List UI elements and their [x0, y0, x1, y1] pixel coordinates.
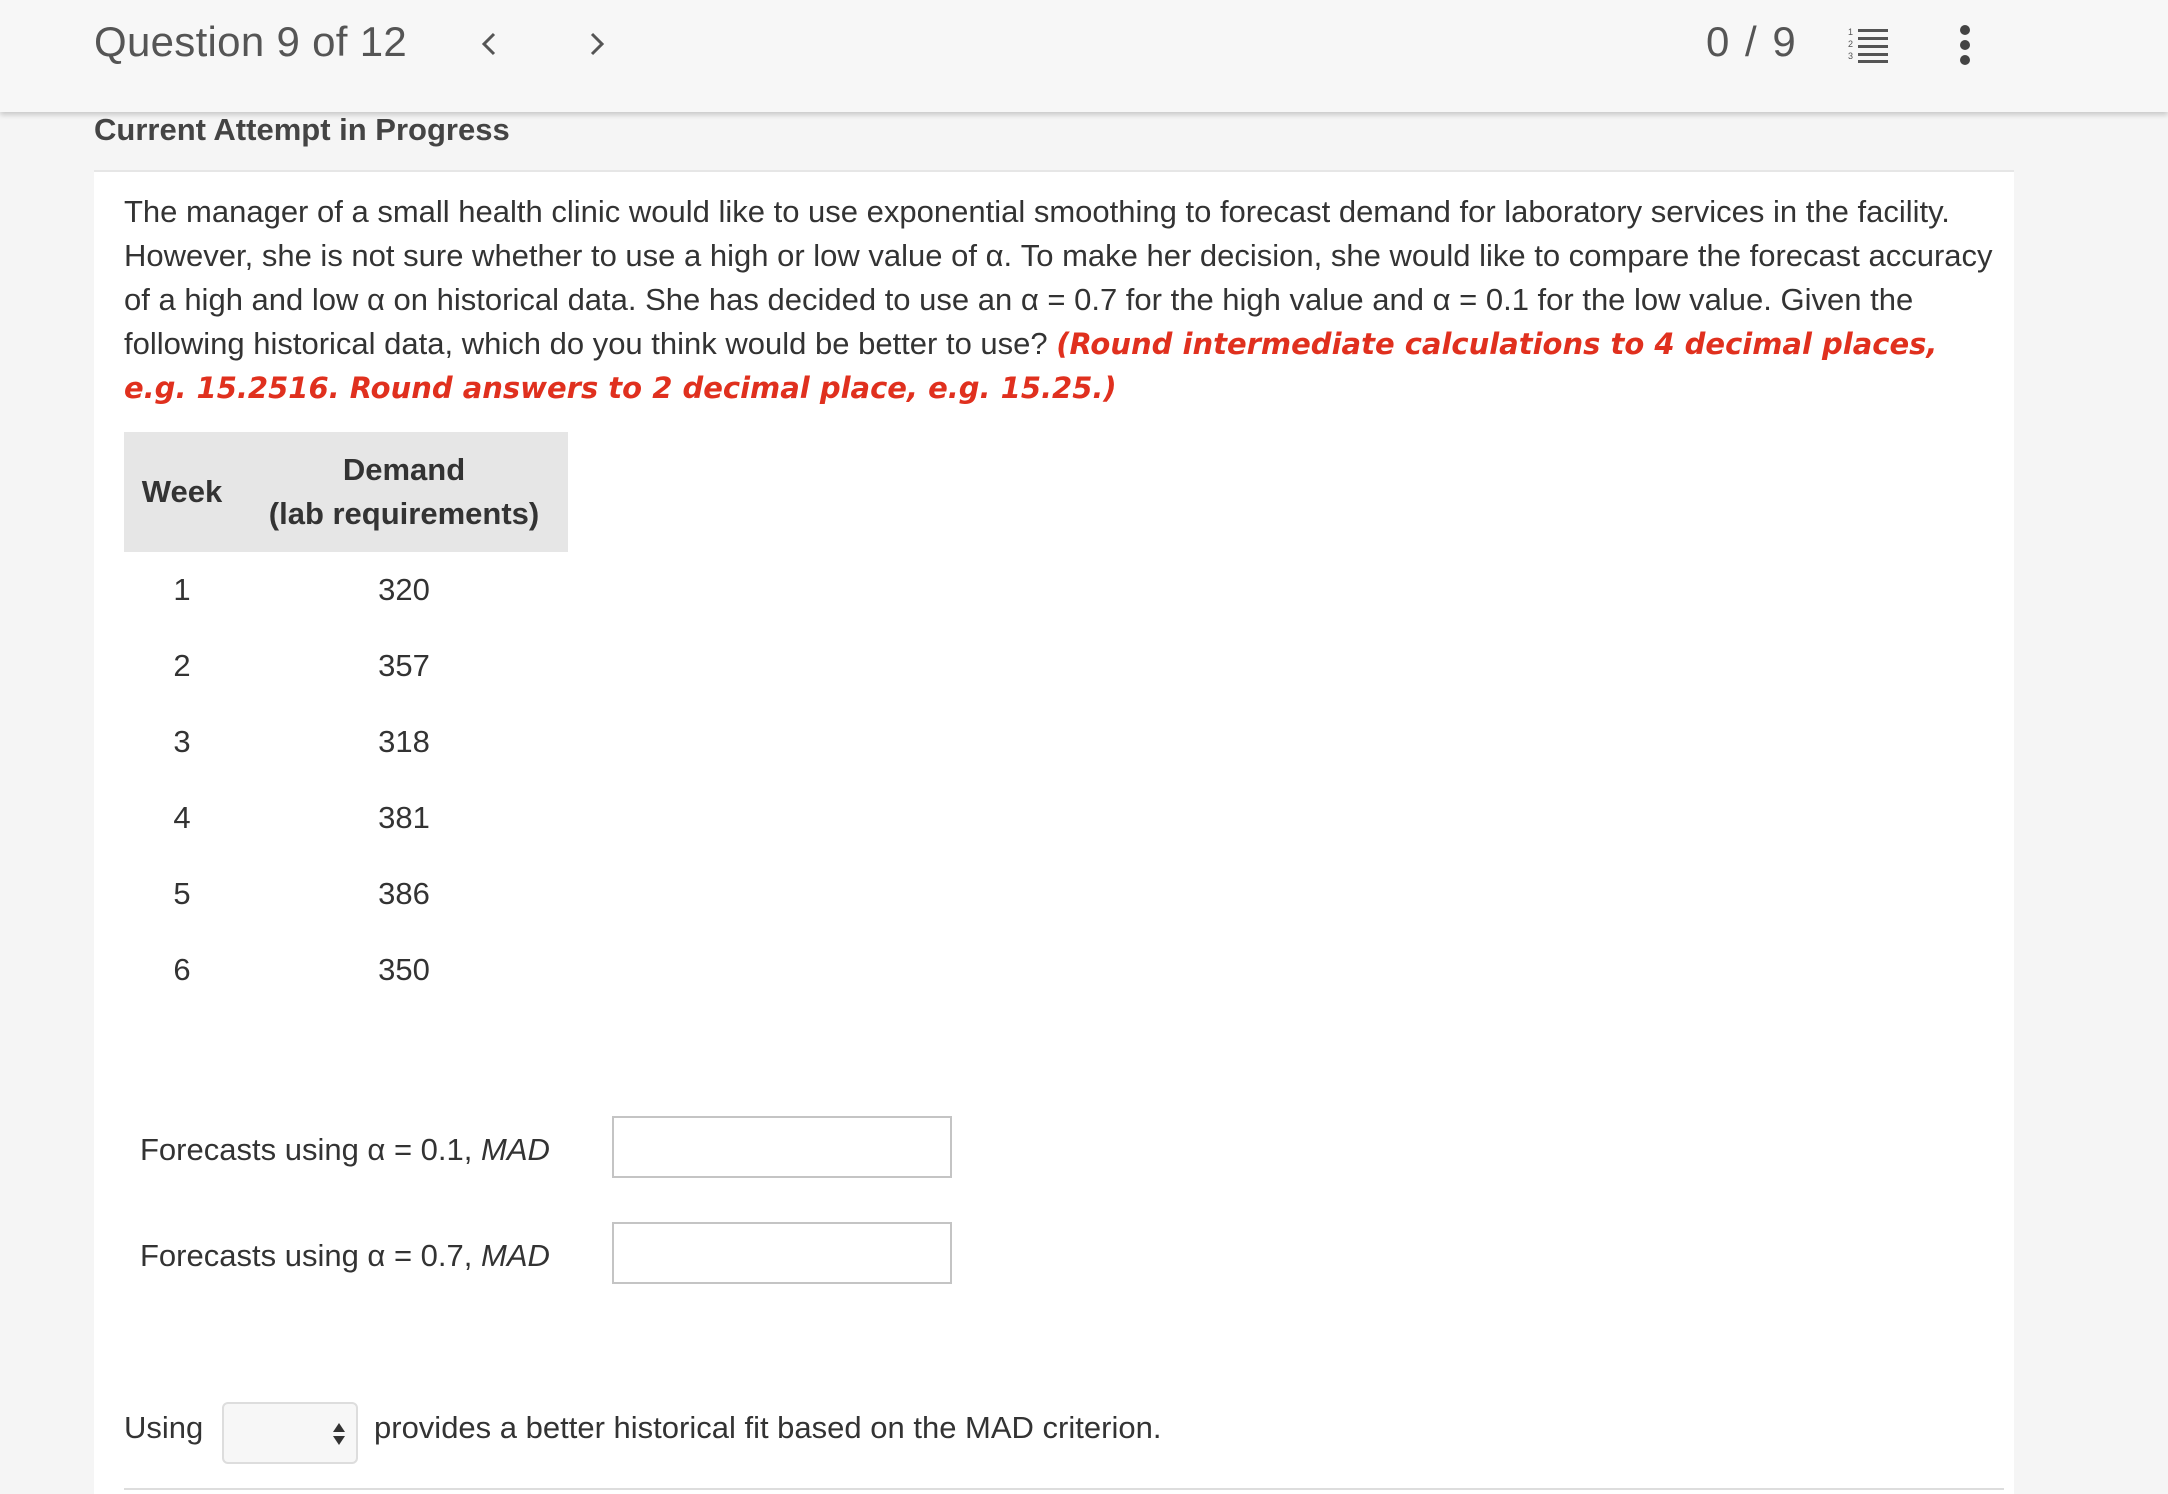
demand-column-header: [240, 432, 568, 552]
mad-high-label-suffix: MAD: [481, 1238, 550, 1273]
demand-cell: 318: [378, 724, 430, 759]
more-vertical-icon: [1952, 22, 1978, 68]
rounding-hint: (Round intermediate calculations to 4 decimal places, e.g. 15.2516. Round answers to 2 decimal place, e.g. 15.25.): [124, 327, 1938, 405]
demand-cell: 320: [378, 572, 430, 607]
table-row: [124, 552, 568, 628]
attempt-status: Current Attempt in Progress: [94, 112, 510, 147]
question-list-button[interactable]: [1848, 26, 1890, 64]
attempt-bar: [94, 112, 2014, 172]
week-cell: 5: [173, 876, 191, 911]
question-text: The manager of a small health clinic would like to use exponential smoothing to forecast demand for laboratory services in the facility. However, she is not sure whether to use a high or low value of α. To make her decision, she would like to compare the forecast accuracy of a high and low α on historical data. She has decided to use an α = 0.7 for the high value and α = 0.1 for the low value. Given the following historical data, which do you think would be better to use?: [124, 194, 1993, 361]
previous-question-button[interactable]: [470, 22, 510, 66]
mad-high-alpha-input[interactable]: [612, 1222, 952, 1284]
mad-low-alpha-label: [140, 1132, 550, 1168]
demand-cell: 357: [378, 648, 430, 683]
svg-text:2: 2: [1848, 39, 1854, 49]
mad-high-label-text: Forecasts using α = 0.7,: [140, 1238, 473, 1273]
divider: [124, 1488, 2004, 1490]
demand-header-line1: Demand: [342, 452, 466, 487]
demand-cell: 350: [378, 952, 430, 987]
score-display: 0 / 9: [1706, 18, 1798, 65]
more-options-button[interactable]: [1952, 22, 1978, 68]
week-cell: 3: [173, 724, 191, 759]
using-label: Using: [124, 1410, 204, 1445]
next-question-button[interactable]: [576, 22, 616, 66]
table-row: [124, 704, 568, 780]
chevron-left-icon: [470, 22, 510, 66]
alpha-select-dropdown[interactable]: [222, 1402, 358, 1464]
demand-cell: 381: [378, 800, 430, 835]
table-row: [124, 856, 568, 932]
demand-header-line2: (lab requirements): [268, 496, 540, 531]
question-panel: [94, 112, 2014, 1494]
table-header-row: [124, 432, 568, 552]
svg-text:1: 1: [1848, 27, 1854, 37]
mad-low-label-text: Forecasts using α = 0.1,: [140, 1132, 473, 1167]
week-cell: 2: [173, 648, 191, 683]
question-counter: Question 9 of 12: [94, 18, 408, 65]
svg-text:3: 3: [1848, 51, 1854, 61]
demand-cell: 386: [378, 876, 430, 911]
chevron-right-icon: [576, 22, 616, 66]
table-row: [124, 628, 568, 704]
conclusion-text: provides a better historical fit based on the MAD criterion.: [374, 1410, 1162, 1445]
historical-data-table: [124, 432, 568, 1008]
numbered-list-icon: [1848, 26, 1890, 64]
mad-low-label-suffix: MAD: [481, 1132, 550, 1167]
table-row: [124, 780, 568, 856]
week-cell: 4: [173, 800, 191, 835]
table-row: [124, 932, 568, 1008]
week-column-header: Week: [124, 432, 240, 552]
mad-low-alpha-input[interactable]: [612, 1116, 952, 1178]
select-arrows-icon: [332, 1421, 346, 1447]
mad-high-alpha-label: [140, 1238, 550, 1274]
question-header: [0, 0, 2168, 112]
week-cell: 1: [173, 572, 191, 607]
question-body: [124, 190, 2004, 410]
week-cell: 6: [173, 952, 191, 987]
